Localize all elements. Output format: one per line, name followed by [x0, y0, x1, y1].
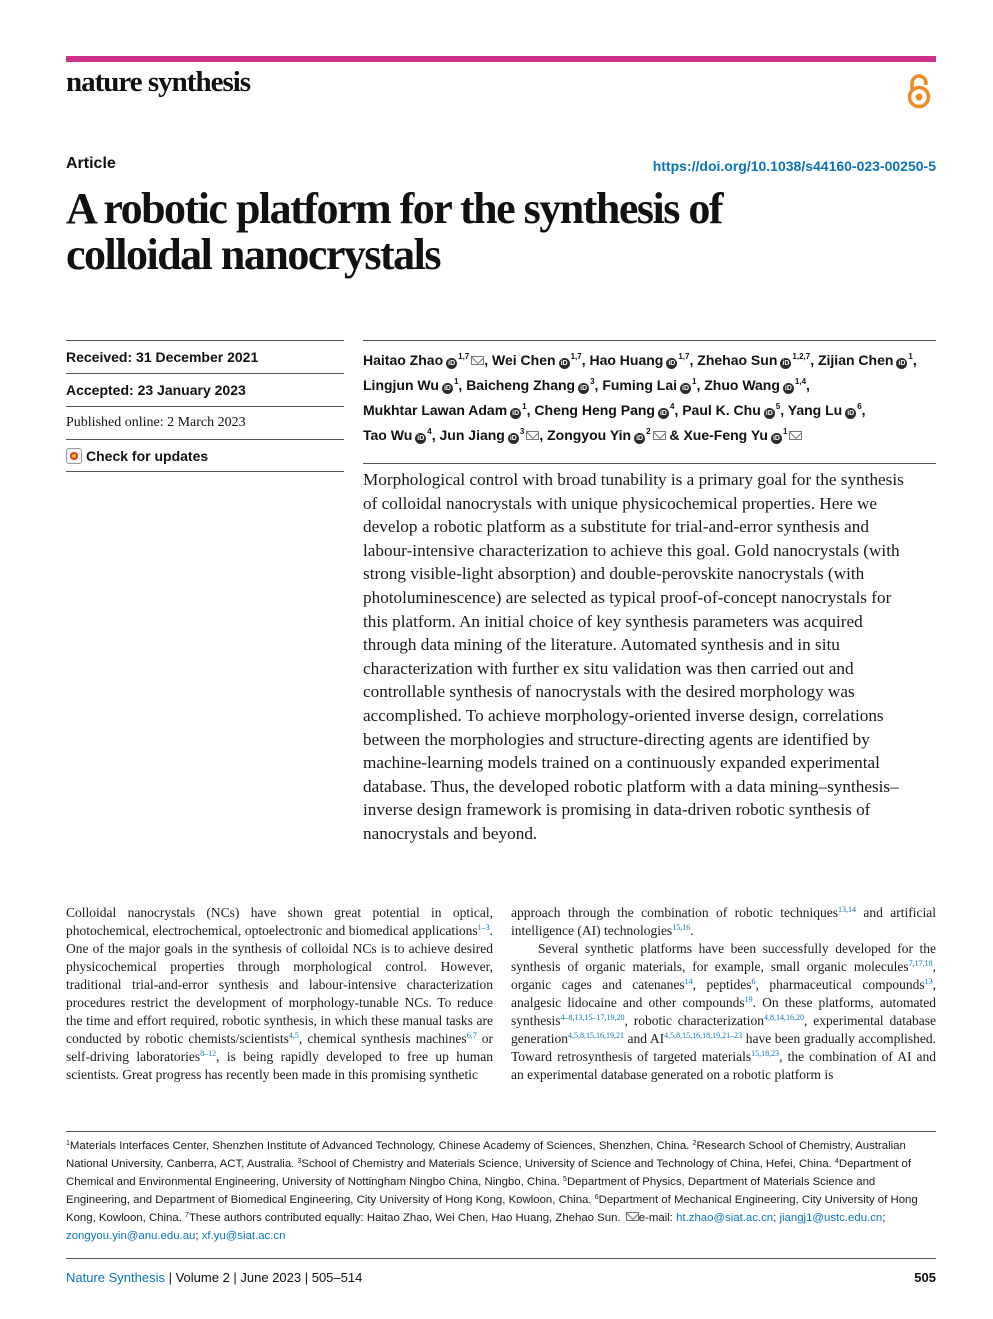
title-line-1: A robotic platform for the synthesis of: [66, 184, 723, 233]
affiliation-text: These authors contributed equally: Haitao Zhao, Wei Chen, Hao Huang, Zhehao Sun.: [188, 1212, 624, 1224]
footer-issue: | Volume 2 | June 2023 | 505–514: [165, 1270, 363, 1285]
author-entry: [492, 352, 586, 368]
author-separator: ,: [689, 352, 694, 368]
citation-ref[interactable]: 4–8,13,15–17,19,20: [560, 1013, 625, 1022]
author-entry: [363, 402, 531, 418]
email-link[interactable]: zongyou.yin@anu.edu.au: [66, 1230, 196, 1242]
author-separator: ,: [861, 402, 866, 418]
title-line-2: colloidal nanocrystals: [66, 230, 441, 279]
author-separator: ,: [696, 377, 701, 393]
orcid-icon[interactable]: iD: [898, 360, 906, 367]
author-name[interactable]: Lingjun Wu: [363, 377, 439, 393]
email-icon[interactable]: [789, 431, 802, 440]
article-dates: [66, 340, 344, 472]
email-link[interactable]: ht.zhao@siat.ac.cn: [676, 1212, 774, 1224]
body-column-right: [511, 904, 936, 1084]
citation-ref[interactable]: 6,7: [466, 1031, 477, 1040]
citation-ref[interactable]: 4,8,14,16,20: [764, 1013, 804, 1022]
author-affiliation: 3: [519, 427, 525, 436]
author-affiliation: 4: [427, 427, 432, 436]
email-icon[interactable]: [526, 431, 539, 440]
affiliation-text: Department of Physics, Department of Materials Science and Engineering, and Department of Biomedical Engineering, City University of Hong Kong, Kowloon, China.: [66, 1176, 876, 1206]
citation-ref[interactable]: 7,17,18: [908, 959, 933, 968]
author-name[interactable]: Jun Jiang: [439, 427, 505, 443]
orcid-icon[interactable]: iD: [782, 360, 790, 367]
author-affiliation: 1: [453, 377, 459, 386]
author-name[interactable]: Zijian Chen: [817, 352, 894, 368]
body-column-left: [66, 904, 493, 1084]
citation-ref[interactable]: 4,5,8,15,16,18,19,21–23: [664, 1031, 743, 1040]
abstract-rule: [363, 463, 936, 464]
author-entry: [602, 377, 700, 393]
header-accent-rule: [66, 56, 936, 62]
body-paragraph: Several synthetic platforms have been successfully developed for the synthesis of organic materials, for example, small organic molecules$^{7,17,18}$, organic cages and catenanes$^{14}$, peptides$^6$, pharmaceutical compounds$^{13}$, analgesic lidocaine and other compounds$^{19}$. On these platforms, automated synthesis$^{4-8,13,15-17,19,20}$, robotic characterization$^{4,8,14,16,20}$, experimental database generation$^{4,5,8,15,16,19,21}$ and AI$^{4,5,8,15,16,18,19,21-23}$ have been gradually accomplished. Toward retrosynthesis of targeted materials$^{15,18,23}$, the combination of AI and an experimental database generated on a robotic platform is: [511, 941, 936, 1082]
affiliation-text: Department of Mechanical Engineering, City University of Hong Kong, Kowloon, China.: [66, 1194, 918, 1224]
author-separator: ,: [539, 427, 544, 443]
orcid-icon[interactable]: iD: [636, 435, 644, 442]
author-affiliation: 1,2,7: [792, 352, 811, 361]
orcid-icon[interactable]: iD: [512, 410, 520, 417]
footer-rule: [66, 1258, 936, 1259]
author-entry: [440, 427, 544, 443]
orcid-icon[interactable]: iD: [784, 385, 792, 392]
published-date: Published online: 2 March 2023: [66, 406, 344, 439]
author-entry: [534, 402, 678, 418]
citation-ref[interactable]: 15,18,23: [751, 1049, 780, 1058]
citation-ref[interactable]: 14: [684, 977, 693, 986]
author-affiliation: 1: [522, 402, 527, 411]
author-name[interactable]: Yang Lu: [787, 402, 843, 418]
citation-ref[interactable]: 1–3: [477, 923, 490, 932]
author-name[interactable]: Fuming Lai: [602, 377, 677, 393]
affiliation-text: Materials Interfaces Center, Shenzhen Institute of Advanced Technology, Chinese Academy of Sciences, Shenzhen, China.: [69, 1140, 693, 1152]
author-separator: ,: [581, 352, 586, 368]
author-affiliation: 1,4: [794, 377, 807, 386]
email-icon: [626, 1212, 639, 1221]
author-name[interactable]: Wei Chen: [492, 352, 556, 368]
author-entry: [788, 402, 866, 418]
footer-journal[interactable]: Nature Synthesis: [66, 1270, 165, 1285]
orcid-icon[interactable]: iD: [509, 435, 517, 442]
email-label: e-mail:: [638, 1212, 677, 1224]
page-number: 505: [914, 1270, 936, 1285]
author-entry: [547, 427, 679, 443]
author-entry: [363, 427, 436, 443]
affiliation-text: School of Chemistry and Materials Science, University of Science and Technology of China, Hefei, China.: [301, 1158, 835, 1170]
orcid-icon[interactable]: iD: [448, 360, 456, 367]
affiliation-number: 5: [563, 1176, 567, 1183]
orcid-icon[interactable]: iD: [668, 360, 676, 367]
author-separator: ,: [912, 352, 917, 368]
email-icon[interactable]: [471, 356, 484, 365]
author-name[interactable]: Paul K. Chu: [682, 402, 761, 418]
affiliation-number: 4: [834, 1158, 839, 1165]
authors-rule: [363, 340, 936, 341]
author-entry: [818, 352, 917, 368]
check-updates-icon: [66, 448, 82, 464]
body-paragraph: approach through the combination of robotic techniques$^{13,14}$ and artificial intelligence (AI) technologies$^{15,16}$.: [511, 905, 936, 938]
received-date: Received: 31 December 2021: [66, 340, 344, 373]
author-separator: ,: [484, 352, 489, 368]
author-separator: ,: [594, 377, 599, 393]
orcid-icon[interactable]: iD: [417, 435, 425, 442]
author-name[interactable]: Tao Wu: [363, 427, 413, 443]
citation-ref[interactable]: 15,16: [672, 923, 691, 932]
author-separator: ,: [810, 352, 815, 368]
author-name[interactable]: Baicheng Zhang: [466, 377, 576, 393]
author-affiliation: 6: [857, 402, 862, 411]
author-affiliation: 5: [775, 402, 781, 411]
footnote-rule: [66, 1131, 936, 1132]
author-separator: ,: [526, 402, 531, 418]
orcid-icon[interactable]: iD: [560, 360, 568, 367]
affiliation-number: 6: [594, 1194, 599, 1201]
accepted-date: Accepted: 23 January 2023: [66, 373, 344, 406]
citation-ref[interactable]: 13: [924, 977, 933, 986]
citation-ref[interactable]: 19: [744, 995, 753, 1004]
affiliation-number: 7: [185, 1212, 189, 1219]
author-name[interactable]: Cheng Heng Pang: [534, 402, 655, 418]
check-updates-row: [66, 439, 344, 472]
orcid-icon[interactable]: iD: [443, 385, 451, 392]
affiliation-number: 3: [297, 1158, 302, 1165]
open-access-icon: [904, 73, 934, 109]
author-separator: ,: [780, 402, 785, 418]
author-name[interactable]: Zhehao Sun: [697, 352, 778, 368]
author-affiliation: 4: [669, 402, 675, 411]
email-icon[interactable]: [653, 431, 666, 440]
author-entry: [363, 377, 462, 393]
author-separator: &: [665, 427, 680, 443]
orcid-icon[interactable]: iD: [765, 410, 773, 417]
body-paragraph: Colloidal nanocrystals (NCs) have shown great potential in optical, photochemical, electrochemical, optoelectronic and biomedical applications$^{1-3}$. One of the major goals in the synthesis of colloidal NCs is to achieve desired physicochemical properties through morphological control. However, traditional trial-and-error synthesis and labour-intensive characterization procedures restrict the development of morphology-tunable NCs. To reduce the time and effort required, robotic synthesis, in which these manual tasks are conducted by robotic chemists/scientists$^{4,5}$, chemical synthesis machines$^{6,7}$ or self-driving laboratories$^{8-12}$, is being rapidly developed to free up human scientists. Great progress has recently been made in this promising synthetic: [66, 905, 493, 1082]
author-affiliation: 1,7: [570, 352, 582, 361]
orcid-icon[interactable]: iD: [580, 385, 588, 392]
author-separator: ,: [431, 427, 436, 443]
orcid-icon[interactable]: iD: [682, 385, 689, 392]
affiliation-number: 2: [692, 1140, 697, 1147]
author-entry: [683, 427, 802, 443]
author-affiliation: 1: [782, 427, 788, 436]
author-affiliation: 1: [908, 352, 913, 361]
author-affiliation: 1: [692, 377, 697, 386]
affiliation-number: 1: [66, 1140, 70, 1147]
footer-citation: [66, 1270, 362, 1285]
author-affiliation: 1,7: [678, 352, 690, 361]
author-name[interactable]: Zhuo Wang: [704, 377, 780, 393]
orcid-icon[interactable]: iD: [659, 410, 667, 417]
check-updates-button[interactable]: [66, 448, 344, 464]
journal-name: nature synthesis: [66, 66, 251, 98]
check-updates-label: Check for updates: [86, 448, 209, 464]
citation-ref[interactable]: 4,5,8,15,16,19,21: [567, 1031, 624, 1040]
author-entry: [589, 352, 693, 368]
author-entry: [704, 377, 810, 393]
email-link[interactable]: jiangj1@ustc.edu.cn: [779, 1212, 883, 1224]
orcid-icon[interactable]: iD: [772, 435, 780, 442]
author-affiliation: 2: [646, 427, 651, 436]
doi-link[interactable]: https://doi.org/10.1038/s44160-023-00250-5: [652, 158, 936, 174]
author-name[interactable]: Xue-Feng Yu: [683, 427, 768, 443]
citation-ref[interactable]: 13,14: [838, 905, 856, 914]
author-entry: [466, 377, 598, 393]
email-link[interactable]: xf.yu@siat.ac.cn: [201, 1230, 286, 1242]
author-separator: ,: [674, 402, 679, 418]
orcid-icon[interactable]: iD: [847, 410, 855, 417]
author-name[interactable]: Zongyou Yin: [547, 427, 632, 443]
affiliation-text: Department of Chemical and Environmental Engineering, University of Nottingham Ningbo China, Ningbo, China.: [66, 1158, 912, 1188]
citation-ref[interactable]: 6: [751, 977, 756, 986]
article-type: Article: [66, 155, 116, 172]
citation-ref[interactable]: 8–12: [200, 1049, 217, 1058]
author-name[interactable]: Haitao Zhao: [363, 352, 444, 368]
author-entry: [363, 352, 488, 368]
author-affiliation: 1,7: [458, 352, 470, 361]
article-title: [66, 186, 926, 278]
author-separator: ,: [458, 377, 463, 393]
author-affiliation: 3: [590, 377, 595, 386]
author-entry: [697, 352, 814, 368]
affiliations-footnote: $^1$Materials Interfaces Center, Shenzhen Institute of Advanced Technology, Chinese Academy of Sciences, Shenzhen, China. $^2$Research School of Chemistry, Australian National University, Canberra, ACT, Australia. $^3$School of Chemistry and Materials Science, University of Science and Technology of China, Hefei, China. $^4$Department of Chemical and Environmental Engineering, University of Nottingham Ningbo China, Ningbo, China. $^5$Department of Physics, Department of Materials Science and Engineering, and Department of Biomedical Engineering, City University of Hong Kong, Kowloon, China. $^6$Department of Mechanical Engineering, City University of Hong Kong, Kowloon, China. $^7$These authors contributed equally: Haitao Zhao, Wei Chen, Hao Huang, Zhehao Sun. e-mail: ht.zhao@siat.ac.cn; jiangj1@ustc.edu.cn; zongyou.yin@anu.edu.au; xf.yu@siat.ac.cn: [66, 1140, 918, 1242]
citation-ref[interactable]: 4,5: [288, 1031, 299, 1040]
author-name[interactable]: Mukhtar Lawan Adam: [363, 402, 508, 418]
author-entry: [682, 402, 784, 418]
author-separator: ,: [806, 377, 810, 393]
author-list: [363, 346, 936, 446]
author-name[interactable]: Hao Huang: [589, 352, 664, 368]
affiliation-text: Research School of Chemistry, Australian National University, Canberra, ACT, Australia.: [66, 1140, 906, 1170]
abstract: Morphological control with broad tunability is a primary goal for the synthesis of colloidal nanocrystals with unique physicochemical properties. Here we develop a robotic platform as a substitute for trial-and-error synthesis and labour-intensive characterization to achieve this goal. Gold nanocrystals (with strong visible-light absorption) and double-perovskite nanocrystals (with photoluminescence) are selected as typical proof-of-concept nanocrystals for this platform. An initial choice of key synthesis parameters was acquired through data mining of the literature. Automated synthesis and in situ characterization with further ex situ validation was then carried out and controllable synthesis of nanocrystals with the desired morphology was accomplished. To achieve morphology-oriented inverse design, correlations between the morphologies and structure-directing agents are identified by machine-learning models trained on a continuously expanded experimental database. Thus, the developed robotic platform with a data mining–synthesis–inverse design framework is promising in data-driven robotic synthesis of nanocrystals and beyond.: [363, 470, 904, 843]
